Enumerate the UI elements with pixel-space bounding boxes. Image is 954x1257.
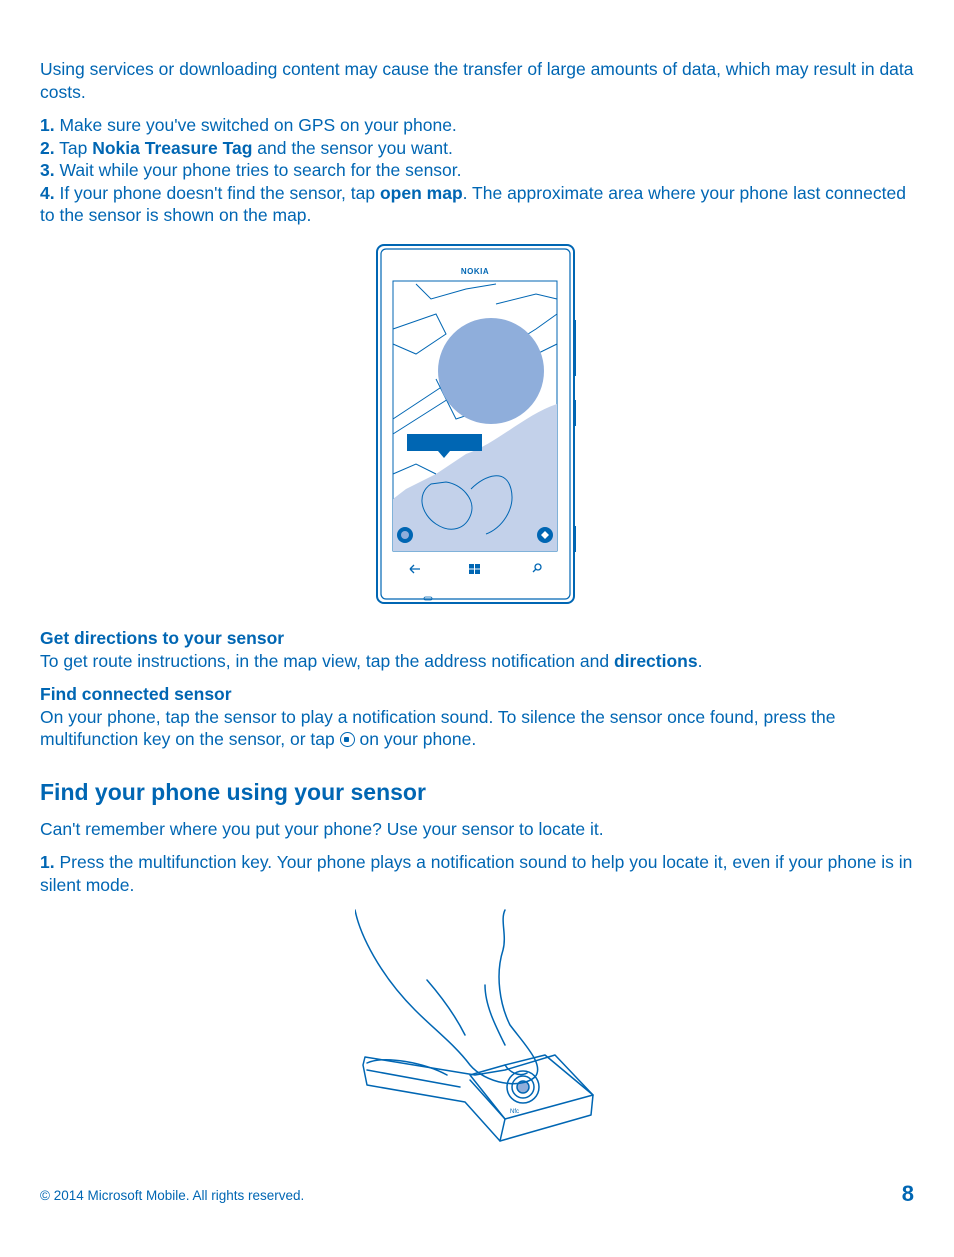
directions-section [40,627,920,672]
find-phone-intro: Can't remember where you put your phone? Use your sensor to locate it. [40,819,604,839]
steps-list [40,114,920,227]
step-1: 1. Make sure you've switched on GPS on your phone. [40,115,457,135]
find-sensor-heading: Find connected sensor [40,684,232,704]
step-4: 4. If your phone doesn't find the sensor, tap open map. The approximate area where your phone last connected to the sensor is shown on the map. [40,182,906,225]
hand-sensor-illustration [355,905,600,1150]
directions-text: To get route instructions, in the map view, tap the address notification and directions. [40,650,703,671]
find-phone-heading: Find your phone using your sensor [40,779,426,805]
page-number: 8 [901,1181,914,1206]
directions-heading: Get directions to your sensor [40,628,285,648]
find-phone-step-1: 1. Press the multifunction key. Your phone plays a notification sound to help you locate it, even if your phone is in silent mode. [40,852,913,895]
phone-map-illustration [376,244,576,606]
find-sensor-text: On your phone, tap the sensor to play a notification sound. To silence the sensor once found, press the multifunction key on the sensor, or tap on your phone. [40,706,836,749]
nfc-logo: Nfc [510,1109,519,1115]
footer-copyright: © 2014 Microsoft Mobile. All rights reserved. [40,1188,305,1203]
stop-icon [340,732,355,747]
phone-brand-logo: NOKIA [460,267,490,276]
intro-paragraph: Using services or downloading content may cause the transfer of large amounts of data, which may result in data costs. [40,59,914,102]
step-2: 2. Tap Nokia Treasure Tag and the sensor you want. [40,137,453,158]
step-3: 3. Wait while your phone tries to search for the sensor. [40,160,462,180]
map-screen [393,281,557,551]
find-sensor-section [40,683,920,751]
